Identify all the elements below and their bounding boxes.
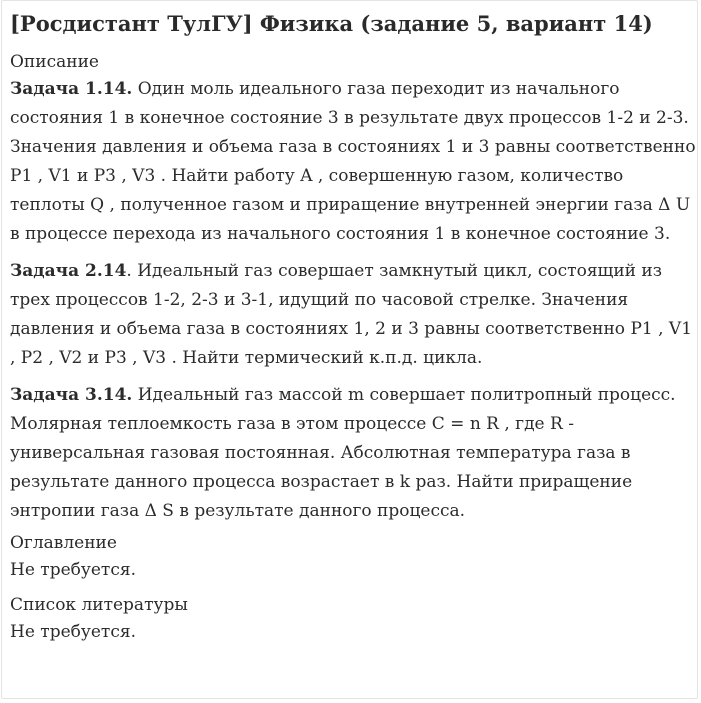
page-title: [Росдистант ТулГУ] Физика (задание 5, вариант 14)	[10, 11, 653, 36]
task-3-text: Идеальный газ массой m совершает политропный процесс. Молярная теплоемкость газа в этом процессе C = n R , где R - универсальная газовая постоянная. Абсолютная температура газа в результате данного процесса возрастает в k раз. Найти приращение энтропии газа Δ S в результате данного процесса.	[10, 385, 676, 521]
task-1-text: Один моль идеального газа переходит из начального состояния 1 в конечное состояние 3 в результате двух процессов 1-2 и 2-3. Значения давления и объема газа в состояниях 1 и 3 равны соответственно P1 , V1 и P3 , V3 . Найти работу A , совершенную газом, количество теплоты Q , полученное газом и приращение внутренней энергии газа Δ U в процессе перехода из начального состояния 1 в конечное состояние 3.	[10, 79, 696, 244]
task-2	[10, 257, 696, 373]
document-content	[10, 1, 696, 646]
description-label: Описание	[10, 52, 99, 72]
task-2-text: . Идеальный газ совершает замкнутый цикл, состоящий из трех процессов 1-2, 2-3 и 3-1, идущий по часовой стрелке. Значения давления и объема газа в состояниях 1, 2 и 3 равны соответственно P1 , V1 , P2 , V2 и P3 , V3 . Найти термический к.п.д. цикла.	[10, 261, 693, 368]
task-3	[10, 381, 696, 526]
task-1-heading: Задача 1.14.	[10, 79, 133, 99]
task-2-heading: Задача 2.14	[10, 261, 127, 281]
document-card	[1, 0, 698, 699]
toc-value: Не требуется.	[10, 560, 136, 580]
task-1	[10, 75, 696, 249]
references-value: Не требуется.	[10, 622, 136, 642]
task-3-heading: Задача 3.14.	[10, 385, 133, 405]
references-label: Список литературы	[10, 595, 188, 615]
toc-label: Оглавление	[10, 533, 117, 553]
